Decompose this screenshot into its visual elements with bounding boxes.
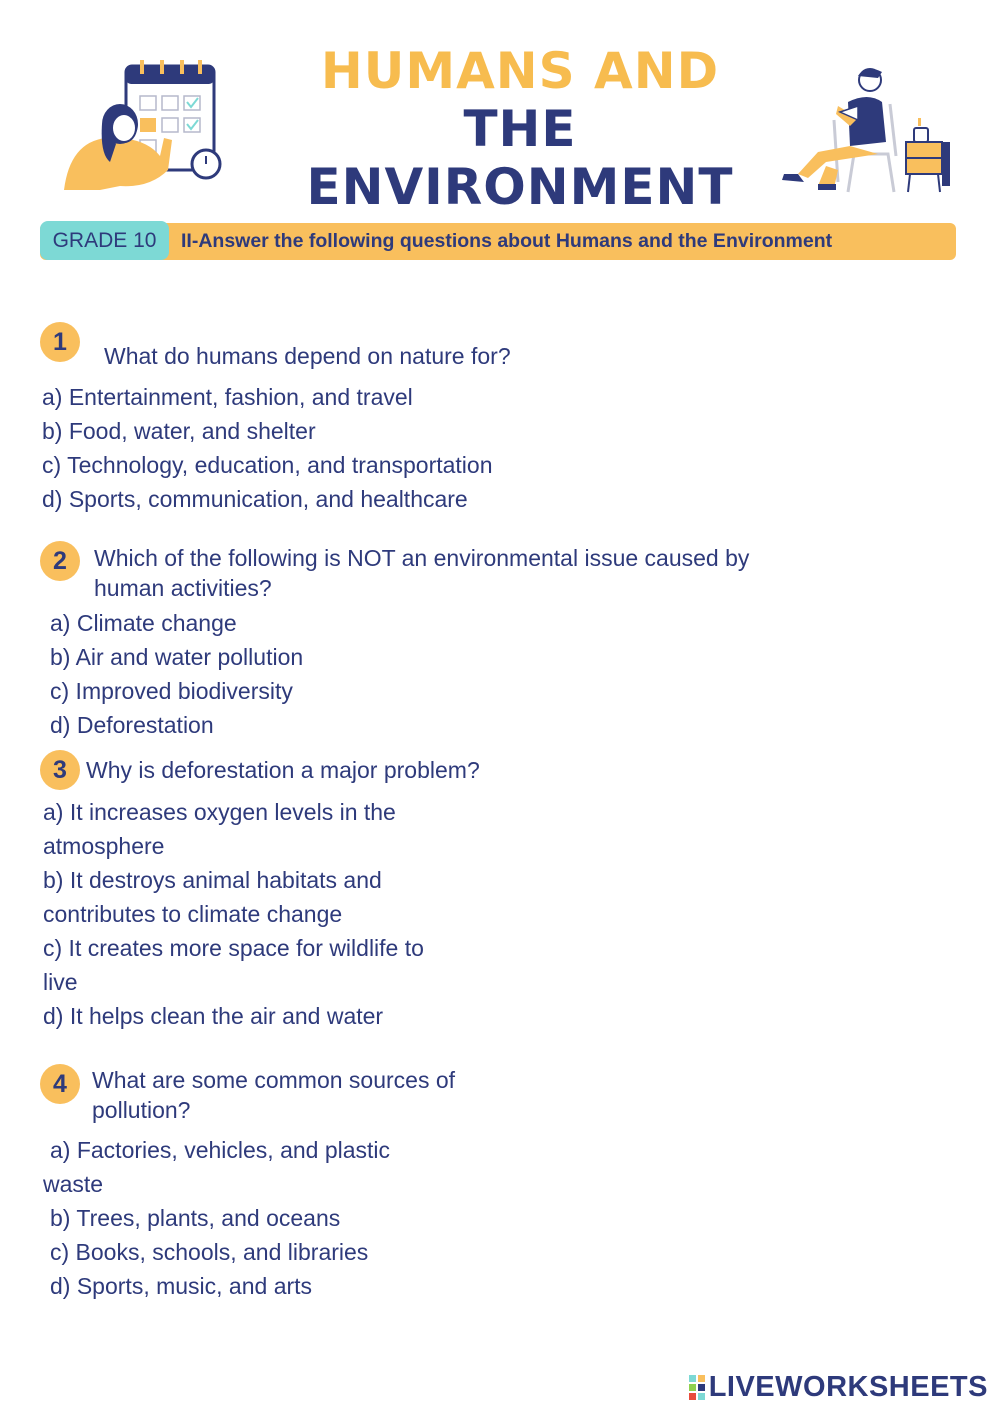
liveworksheets-logo-icon <box>689 1375 705 1400</box>
answer-option[interactable]: d) Sports, communication, and healthcare <box>42 486 468 512</box>
answer-option[interactable]: b) Trees, plants, and oceans <box>50 1205 341 1231</box>
answer-option[interactable]: d) It helps clean the air and water <box>43 1003 384 1029</box>
question-number-badge: 2 <box>40 541 80 581</box>
liveworksheets-logo <box>689 1370 988 1404</box>
answer-option[interactable]: a) It increases oxygen levels in the <box>43 799 396 825</box>
instruction-text: II-Answer the following questions about Humans and the Environment <box>181 230 833 252</box>
question-number-badge: 3 <box>40 750 80 790</box>
question-4-line-1: What are some common sources of <box>92 1067 456 1093</box>
answer-option[interactable]: a) Entertainment, fashion, and travel <box>42 384 413 410</box>
man-reading-chair-illustration <box>778 62 958 197</box>
answer-option[interactable]: c) It creates more space for wildlife to <box>43 935 424 961</box>
answer-option[interactable]: b) Air and water pollution <box>50 644 304 670</box>
answer-option[interactable]: c) Improved biodiversity <box>50 678 293 704</box>
answer-option[interactable]: b) Food, water, and shelter <box>42 418 316 444</box>
question-2-text <box>94 543 749 603</box>
title-line-3: ENVIRONMENT <box>306 158 734 216</box>
answer-option[interactable]: c) Books, schools, and libraries <box>50 1239 369 1265</box>
question-4-text <box>92 1065 455 1125</box>
question-2-options <box>50 606 303 742</box>
grade-badge: GRADE 10 <box>40 221 169 260</box>
question-4-line-2: pollution? <box>92 1097 191 1123</box>
answer-option[interactable]: c) Technology, education, and transportation <box>42 452 493 478</box>
question-1-options <box>42 380 493 516</box>
title-line-1: HUMANS AND <box>320 42 720 100</box>
question-3-text: Why is deforestation a major problem? <box>86 757 480 783</box>
question-number-badge: 1 <box>40 322 80 362</box>
answer-option[interactable]: a) Climate change <box>50 610 237 636</box>
answer-option[interactable]: b) It destroys animal habitats and <box>43 867 382 893</box>
title-line-2: THE <box>463 100 577 158</box>
answer-option-continued: waste <box>43 1171 104 1197</box>
logo-text: LIVEWORKSHEETS <box>708 1370 988 1403</box>
question-1-text: What do humans depend on nature for? <box>104 343 511 369</box>
answer-option-continued: contributes to climate change <box>43 901 343 927</box>
answer-option-continued: live <box>43 969 78 995</box>
question-3-options <box>43 795 424 1033</box>
question-number-badge: 4 <box>40 1064 80 1104</box>
answer-option[interactable]: d) Deforestation <box>50 712 214 738</box>
question-4-options <box>43 1133 390 1303</box>
answer-option-continued: atmosphere <box>43 833 165 859</box>
answer-option[interactable]: a) Factories, vehicles, and plastic <box>50 1137 391 1163</box>
answer-option[interactable]: d) Sports, music, and arts <box>50 1273 313 1299</box>
question-2-line-1: Which of the following is NOT an environmental issue caused by <box>94 545 750 571</box>
question-2-line-2: human activities? <box>94 575 272 601</box>
woman-calendar-illustration <box>60 58 230 198</box>
